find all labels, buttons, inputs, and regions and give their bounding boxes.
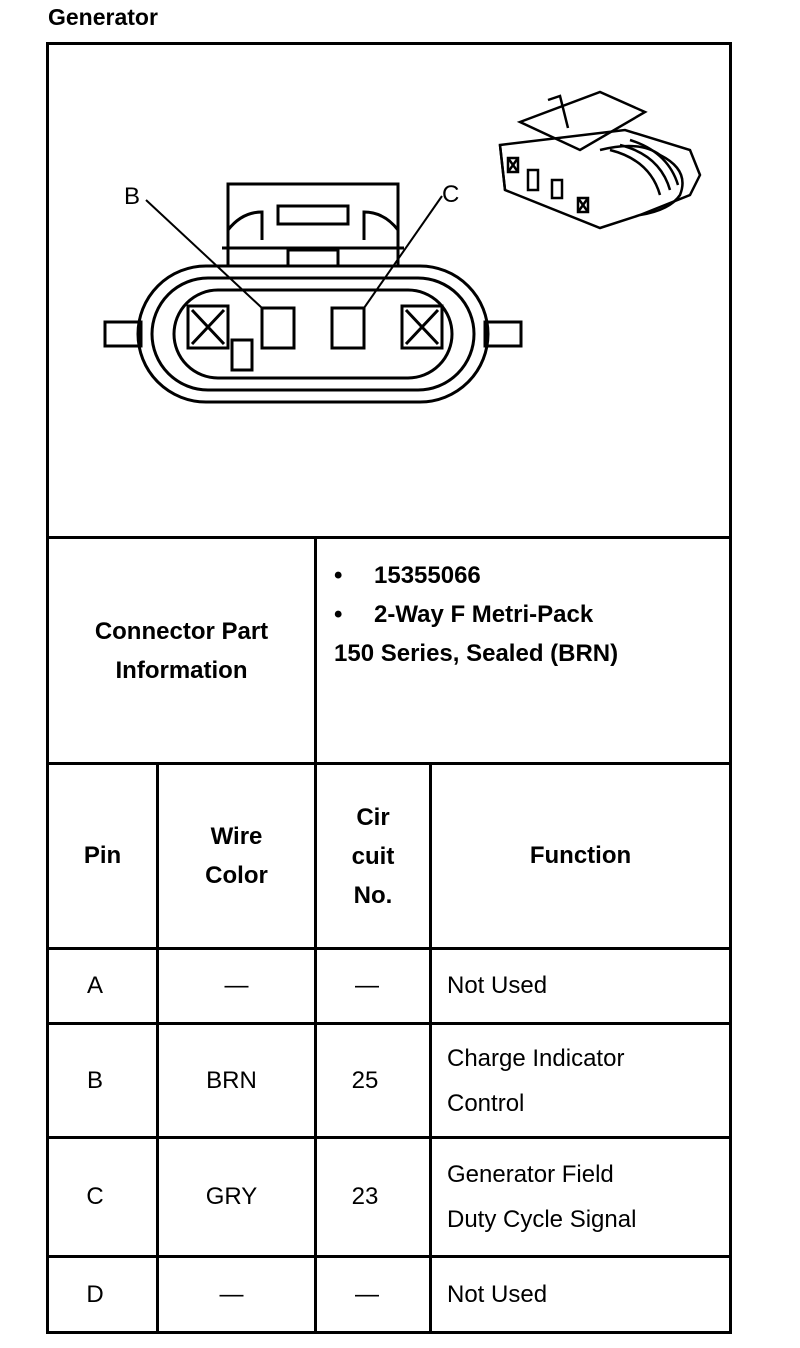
header-function: Function [529, 842, 632, 869]
divider-info-column [314, 536, 317, 765]
header-circuit-no: Cir cuit No. [351, 803, 395, 909]
connector-right-tab [485, 322, 521, 346]
header-pin: Pin [83, 842, 122, 869]
lock-window [278, 206, 348, 224]
row-c-circuit: 23 [351, 1183, 379, 1210]
row-d-wire: — [219, 1280, 244, 1308]
header-wire-color: Wire Color [205, 823, 268, 889]
connector-diagram [49, 45, 729, 535]
pin-b-callout: B [124, 183, 141, 210]
row-a-function: Not Used [447, 972, 548, 999]
row-c-pin: C [86, 1183, 104, 1210]
row-b-circuit: 25 [351, 1066, 379, 1094]
connector-outer-shell [138, 266, 488, 402]
part-info-label [49, 539, 314, 762]
part-info-label-line1: Connector Part [94, 617, 269, 645]
row-d-function: Not Used [447, 1280, 548, 1308]
bullet-icon: • [334, 601, 343, 628]
page-title: Generator [48, 4, 158, 30]
row-d-circuit: — [355, 1280, 379, 1308]
terminal-c-cavity [332, 308, 364, 348]
pin-c-callout: C [442, 181, 460, 208]
bullet-icon: • [334, 562, 343, 589]
row-b-pin: B [86, 1066, 103, 1094]
row-b-wire: BRN [206, 1066, 257, 1094]
row-a-circuit: — [355, 972, 379, 999]
divider-bottom [46, 1331, 732, 1334]
part-info-item: • 15355066 [334, 556, 618, 595]
terminal-b-cavity [262, 308, 294, 348]
row-c-function: Generator Field Duty Cycle Signal [447, 1161, 637, 1233]
row-c-wire: GRY [205, 1183, 258, 1210]
polarizing-key [232, 340, 252, 370]
part-info-list [334, 556, 618, 673]
part-info-item: • 2-Way F Metri-Pack [334, 595, 618, 634]
row-a-pin: A [86, 972, 103, 999]
connector-left-tab [105, 322, 141, 346]
row-b-function: Charge Indicator Control [447, 1044, 625, 1117]
part-info-label-line2: Information [115, 656, 248, 684]
row-d-pin: D [86, 1280, 104, 1308]
part-info-continuation: 150 Series, Sealed (BRN) [334, 640, 619, 667]
lock-latch [288, 250, 338, 266]
connector-isometric-view [500, 92, 700, 228]
row-a-wire: — [224, 972, 249, 999]
